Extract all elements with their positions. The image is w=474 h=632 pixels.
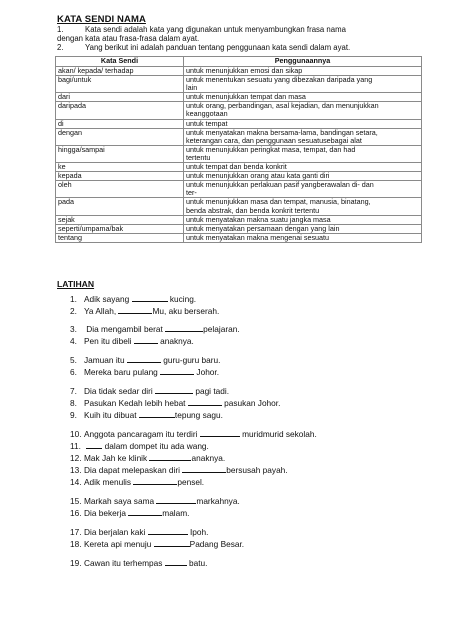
exercise-text-before: Adik menulis <box>84 477 132 487</box>
exercise-text-after: Mu, aku berserah. <box>152 306 220 316</box>
kata-sendi-cell: hingga/sampai <box>56 145 184 162</box>
exercise-number: 6. <box>70 367 77 377</box>
exercise-number: 9. <box>70 410 77 420</box>
exercise-number: 13. <box>70 465 82 475</box>
exercise-item <box>70 386 229 396</box>
exercise-number: 2. <box>70 306 77 316</box>
exercise-number: 8. <box>70 398 77 408</box>
exercise-number: 18. <box>70 539 82 549</box>
kata-sendi-cell: tentang <box>56 233 184 242</box>
penggunaan-line: keanggotaan <box>186 109 228 119</box>
exercise-text-before: Mak Jah ke klinik <box>84 453 148 463</box>
exercise-number: 11. <box>70 441 81 451</box>
answer-blank[interactable] <box>155 386 193 394</box>
penggunaan-line: untuk orang, perbandingan, asal kejadian, dan menunjukkan <box>186 101 379 111</box>
penggunaan-line: untuk menunjukkan peringkat masa, tempat, dan had <box>186 144 356 154</box>
exercise-number: 5. <box>70 355 77 365</box>
table-row <box>56 102 422 119</box>
penggunaan-line: untuk menunjukkan tempat dan masa <box>186 92 306 102</box>
exercise-item <box>70 429 317 439</box>
exercise-text-after: pelajaran. <box>203 324 240 334</box>
exercise-text-after: tepung sagu. <box>174 410 223 420</box>
exercise-item <box>70 441 209 451</box>
exercise-item <box>70 539 244 549</box>
table-row <box>56 233 422 242</box>
kata-sendi-cell: bagi/untuk <box>56 76 184 93</box>
answer-blank[interactable] <box>149 453 191 461</box>
page-title: KATA SENDI NAMA <box>57 14 146 25</box>
answer-blank[interactable] <box>134 336 158 344</box>
answer-blank[interactable] <box>128 508 162 516</box>
penggunaan-line: lain <box>186 83 198 93</box>
answer-blank[interactable] <box>133 477 177 485</box>
kata-sendi-cell: seperti/umpama/bak <box>56 224 184 233</box>
exercise-item <box>70 324 240 334</box>
penggunaan-cell <box>184 128 422 145</box>
table-row <box>56 128 422 145</box>
penggunaan-line: untuk menunjukkan masa dan tempat, manusia, binatang, <box>186 197 371 207</box>
penggunaan-line: untuk menunjukkan orang atau kata ganti diri <box>186 171 330 181</box>
answer-blank[interactable] <box>165 558 187 566</box>
table-header-row <box>56 57 422 67</box>
kata-sendi-cell: pada <box>56 198 184 215</box>
answer-blank[interactable] <box>86 441 102 449</box>
exercise-item <box>70 477 204 487</box>
exercise-item <box>70 558 207 568</box>
exercise-text-after: bersusah payah. <box>226 465 288 475</box>
exercise-item <box>70 496 240 506</box>
exercise-text-before: Ya Allah, <box>84 306 117 316</box>
exercise-number: 7. <box>70 386 77 396</box>
penggunaan-line: untuk menentukan sesuatu yang dibezakan daripada yang <box>186 75 373 85</box>
exercise-text-before: Kereta api menuju <box>84 539 152 549</box>
exercise-item <box>70 508 189 518</box>
exercise-number: 12. <box>70 453 82 463</box>
penggunaan-cell <box>184 76 422 93</box>
exercise-text-after: anaknya. <box>191 453 226 463</box>
exercise-text-before: Dia tidak sedar diri <box>84 386 153 396</box>
exercise-text-before: Dia mengambil berat <box>84 324 163 334</box>
table-row <box>56 224 422 233</box>
exercise-text-after: pasukan Johor. <box>221 398 281 408</box>
kata-sendi-cell: daripada <box>56 102 184 119</box>
column-header-kata-sendi: Kata Sendi <box>56 57 184 67</box>
exercise-text-before: Anggota pancaragam itu terdiri <box>84 429 198 439</box>
table-row <box>56 76 422 93</box>
exercise-text-after: malam. <box>162 508 190 518</box>
exercise-text-after: pagi tadi. <box>193 386 230 396</box>
exercise-text-before: Markah saya sama <box>84 496 155 506</box>
exercise-item <box>70 306 219 316</box>
exercise-text-before: Mereka baru pulang <box>84 367 158 377</box>
penggunaan-cell <box>184 198 422 215</box>
penggunaan-line: keterangan cara, dan penggunaan sesuatusebagai alat <box>186 135 362 145</box>
exercise-text-before: Dia dapat melepaskan diri <box>84 465 180 475</box>
kata-sendi-cell: oleh <box>56 181 184 198</box>
exercise-text-before: Adik sayang <box>84 294 130 304</box>
exercise-text-after: guru-guru baru. <box>160 355 221 365</box>
exercise-number: 16. <box>70 508 82 518</box>
penggunaan-line: untuk tempat <box>186 118 228 128</box>
answer-blank[interactable] <box>182 465 226 473</box>
exercise-text-before: Dia bekerja <box>84 508 126 518</box>
exercise-number: 15. <box>70 496 82 506</box>
exercise-text-after: dalam dompet itu ada wang. <box>102 441 209 451</box>
penggunaan-line: untuk menyatakan makna mengenai sesuatu <box>186 232 330 242</box>
exercise-item <box>70 465 288 475</box>
exercise-item <box>70 527 208 537</box>
intro-line: 1. Kata sendi adalah kata yang digunakan untuk menyambungkan frasa nama <box>57 25 346 34</box>
penggunaan-cell <box>184 119 422 128</box>
answer-blank[interactable] <box>160 367 194 375</box>
exercise-text-before: Cawan itu terhempas <box>84 558 163 568</box>
table-row <box>56 145 422 162</box>
answer-blank[interactable] <box>156 496 196 504</box>
exercise-text-after: Johor. <box>194 367 220 377</box>
exercise-number: 14. <box>70 477 82 487</box>
kata-sendi-cell: sejak <box>56 215 184 224</box>
exercise-number: 3. <box>70 324 77 334</box>
kata-sendi-table <box>55 56 422 243</box>
kata-sendi-cell: ke <box>56 163 184 172</box>
intro-line: 2. Yang berikut ini adalah panduan tentang penggunaan kata sendi dalam ayat. <box>57 43 351 52</box>
penggunaan-cell <box>184 181 422 198</box>
penggunaan-cell <box>184 102 422 119</box>
table-row <box>56 215 422 224</box>
column-header-penggunaannya: Penggunaannya <box>184 57 422 67</box>
latihan-title: LATIHAN <box>57 279 95 289</box>
exercise-text-before: Jamuan itu <box>84 355 125 365</box>
exercise-item <box>70 294 196 304</box>
penggunaan-line: untuk menyatakan persamaan dengan yang lain <box>186 223 340 233</box>
table-body <box>56 67 422 243</box>
exercise-item <box>70 398 280 408</box>
exercise-item <box>70 453 225 463</box>
exercise-item <box>70 336 194 346</box>
table-row <box>56 181 422 198</box>
table-row <box>56 119 422 128</box>
penggunaan-line: untuk menyatakan makna suatu jangka masa <box>186 214 331 224</box>
intro-text <box>57 25 427 52</box>
exercise-item <box>70 355 220 365</box>
penggunaan-cell <box>184 233 422 242</box>
exercise-text-before: Pen itu dibeli <box>84 336 132 346</box>
exercise-number: 17. <box>70 527 82 537</box>
penggunaan-cell <box>184 215 422 224</box>
penggunaan-line: benda abstrak, dan benda konkrit tertentu <box>186 205 320 215</box>
penggunaan-line: untuk menunjukkan emosi dan sikap <box>186 66 303 75</box>
kata-sendi-cell: akan/ kepada/ terhadap <box>56 67 184 76</box>
exercise-text-after: batu. <box>186 558 208 568</box>
exercise-text-after: Padang Besar. <box>189 539 245 549</box>
answer-blank[interactable] <box>200 429 240 437</box>
kata-sendi-cell: di <box>56 119 184 128</box>
exercise-text-after: markahnya. <box>196 496 240 506</box>
answer-blank[interactable] <box>165 324 203 332</box>
penggunaan-cell <box>184 145 422 162</box>
answer-blank[interactable] <box>132 294 168 302</box>
kata-sendi-cell: kepada <box>56 172 184 181</box>
exercise-text-after: kucing. <box>167 294 197 304</box>
penggunaan-line: ter- <box>186 188 197 198</box>
answer-blank[interactable] <box>148 527 188 535</box>
intro-line: dengan kata atau frasa-frasa dalam ayat. <box>57 34 200 43</box>
exercise-text-after: anaknya. <box>157 336 194 346</box>
exercise-number: 19. <box>70 558 82 568</box>
penggunaan-cell <box>184 224 422 233</box>
answer-blank[interactable] <box>188 398 222 406</box>
exercise-text-before: Pasukan Kedah lebih hebat <box>84 398 186 408</box>
exercise-item <box>70 410 223 420</box>
exercise-text-after: Ipoh. <box>187 527 209 537</box>
exercise-text-after: pensel. <box>177 477 205 487</box>
exercise-text-before: Dia berjalan kaki <box>84 527 146 537</box>
exercise-text-after: muridmurid sekolah. <box>239 429 317 439</box>
answer-blank[interactable] <box>118 306 152 314</box>
penggunaan-line: tertentu <box>186 152 211 162</box>
table-row <box>56 198 422 215</box>
penggunaan-line: untuk menunjukkan perlakuan pasif yangberawalan di- dan <box>186 180 374 190</box>
answer-blank[interactable] <box>127 355 161 363</box>
penggunaan-line: untuk tempat dan benda konkrit <box>186 162 287 172</box>
exercise-number: 1. <box>70 294 77 304</box>
exercise-number: 10. <box>70 429 82 439</box>
kata-sendi-cell: dari <box>56 93 184 102</box>
exercise-item <box>70 367 219 377</box>
answer-blank[interactable] <box>154 539 190 547</box>
kata-sendi-cell: dengan <box>56 128 184 145</box>
penggunaan-line: untuk menyatakan makna bersama-lama, bandingan setara, <box>186 127 378 137</box>
answer-blank[interactable] <box>139 410 175 418</box>
exercise-text-before: Kuih itu dibuat <box>84 410 137 420</box>
exercise-number: 4. <box>70 336 77 346</box>
